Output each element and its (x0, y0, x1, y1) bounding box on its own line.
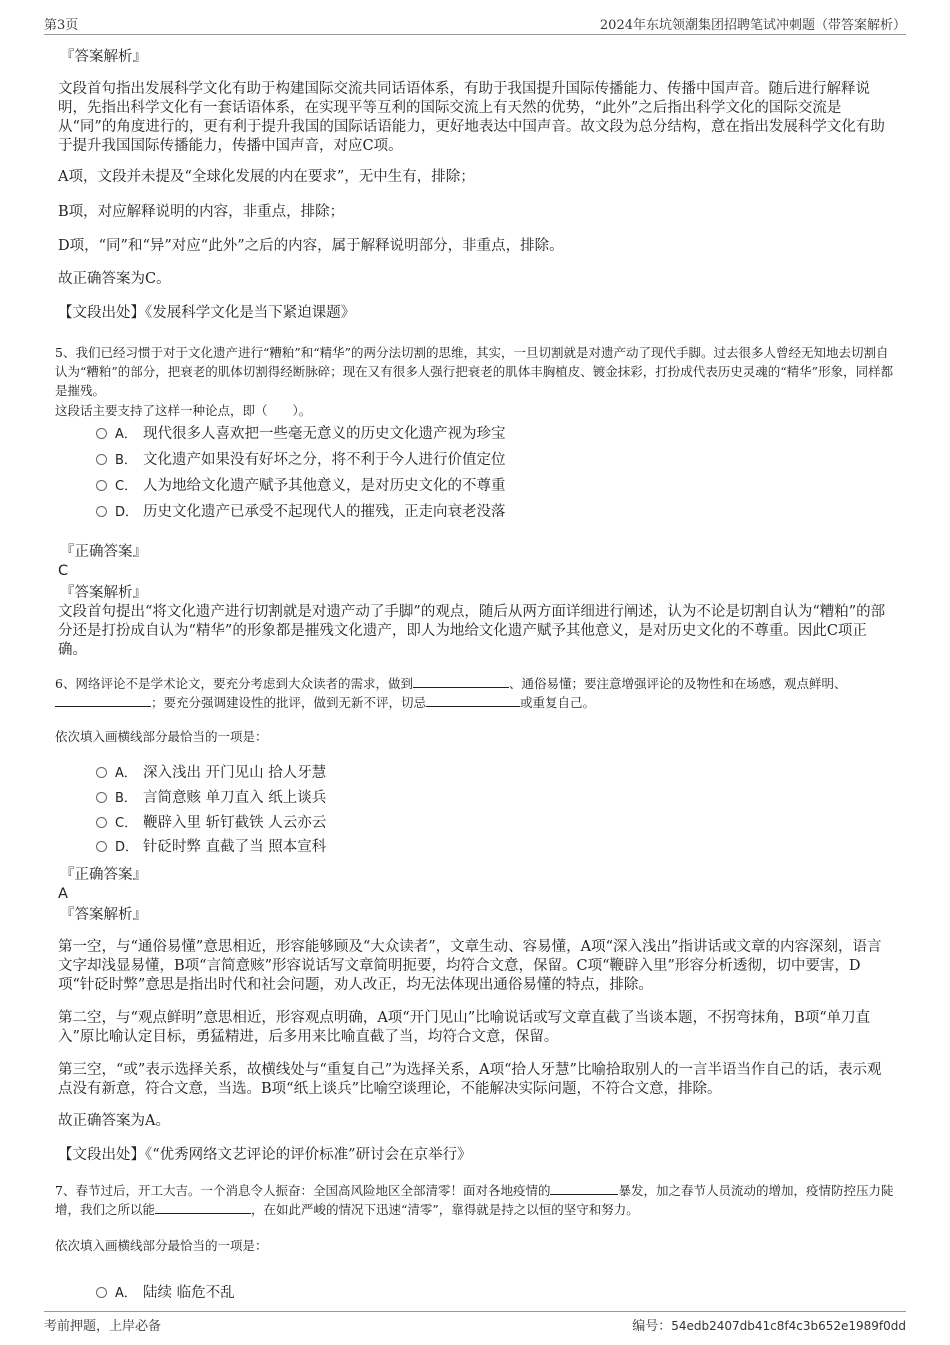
blank-2 (155, 1200, 251, 1214)
radio-icon[interactable] (96, 480, 107, 491)
radio-icon[interactable] (96, 792, 107, 803)
q5-option-d[interactable]: D． 历史文化遗产已承受不起现代人的摧残，正走向衰老没落 (96, 503, 506, 522)
q6-question: 依次填入画横线部分最恰当的一项是： (55, 729, 268, 744)
q5-analysis: 文段首句提出“将文化遗产进行切割就是对遗产动了手脚”的观点，随后从两方面详细进行阐述，认为不论是切割自认为“糟粕”的部分还是打扮成自认为“精华”的形象都是摧残文化遗产，即人为地给文化遗产赋予其他意义，是对历史文化的不尊重。因此C项正确。 (58, 604, 886, 658)
q7-question: 依次填入画横线部分最恰当的一项是： (55, 1238, 268, 1253)
blank-3 (426, 693, 520, 707)
q4-analysis-label: 『答案解析』 (60, 49, 147, 65)
q5-answer: C (58, 563, 69, 579)
page-footer (44, 1311, 906, 1334)
q5-option-a[interactable]: A． 现代很多人喜欢把一些毫无意义的历史文化遗产视为珍宝 (96, 425, 506, 444)
radio-icon[interactable] (96, 454, 107, 465)
q6-analysis-para2: 第二空，与“观点鲜明”意思相近，形容观点明确，A项“开门见山”比喻说话或写文章直截了当谈本题，不拐弯抹角，B项“单刀直入”原比喻认定目标，勇猛精进，后多用来比喻直截了当，均符合文意，保留。 (58, 1010, 871, 1045)
q4-analysis: 文段首句指出发展科学文化有助于构建国际交流共同话语体系，有助于我国提升国际传播能力、传播中国声音。随后进行解释说明，先指出科学文化有一套话语体系，在实现平等互利的国际交流上有天然的优势，“此外”之后指出科学文化的国际交流是从“同”的角度进行的，更有利于提升我国的国际话语能力，更好地表达中国声音。故文段为总分结构，意在指出发展科学文化有助于提升我国国际传播能力，传播中国声音，对应C项。 (58, 81, 885, 154)
q6-analysis-para1: 第一空，与“通俗易懂”意思相近，形容能够顾及“大众读者”，文章生动、容易懂，A项“深入浅出”指讲话或文章的内容深刻，语言文字却浅显易懂，B项“言简意赅”形容说话写文章简明扼要，均符合文意，保留。C项“鞭辟入里”形容分析透彻，切中要害，D项“针砭时弊”意思是指出时代和社会问题，劝人改正，均无法体现出通俗易懂的特点，排除。 (58, 939, 882, 993)
footer-slogan: 考前押题，上岸必备 (44, 1319, 162, 1334)
q4-a-note: A项，文段并未提及“全球化发展的内在要求”，无中生有，排除； (58, 169, 475, 185)
blank-1 (550, 1181, 618, 1195)
q6-option-b[interactable]: B． 言简意赅 单刀直入 纸上谈兵 (96, 789, 326, 808)
q5-option-b[interactable]: B． 文化遗产如果没有好坏之分，将不利于今人进行价值定位 (96, 451, 506, 470)
radio-icon[interactable] (96, 506, 107, 517)
q5-analysis-label: 『答案解析』 (60, 585, 147, 601)
page-header (44, 12, 906, 35)
radio-icon[interactable] (96, 841, 107, 852)
radio-icon[interactable] (96, 428, 107, 439)
document-code: 编号：54edb2407db41c8f4c3b652e1989f0dd (632, 1319, 906, 1334)
q5-question: 这段话主要支持了这样一种论点，即（ ）。 (55, 403, 312, 418)
q6-option-d[interactable]: D． 针砭时弊 直截了当 照本宣科 (96, 838, 326, 857)
q5-option-c[interactable]: C． 人为地给文化遗产赋予其他意义，是对历史文化的不尊重 (96, 477, 506, 496)
radio-icon[interactable] (96, 767, 107, 778)
q6-analysis-label: 『答案解析』 (60, 907, 147, 923)
q6-option-c[interactable]: C． 鞭辟入里 斩钉截铁 人云亦云 (96, 814, 326, 833)
q7-stem: 7、春节过后，开工大吉。一个消息令人振奋：全国高风险地区全部清零！面对各地疫情的 暴发，加之春节人员流动的增加，疫情防控压力陡增，我们之所以能 ，在如此严峻的情况下迅速“清零”，靠得就是持之以恒的坚守和努力。 (55, 1183, 894, 1217)
q5-stem: 5、我们已经习惯于对于文化遗产进行“糟粕”和“精华”的两分法切割的思维，其实，一旦切割就是对遗产动了现代手脚。过去很多人曾经无知地去切割自认为“糟粕”的部分，把衰老的肌体切割得经断脉碎；现在又有很多人强行把衰老的肌体丰胸植皮、镀金抹彩，打扮成代表历史灵魂的“精华”形象，同样都是摧残。 (55, 345, 894, 398)
q4-source: 【文段出处】《发展科学文化是当下紧迫课题》 (58, 305, 356, 321)
q6-answer-label: 『正确答案』 (60, 867, 147, 883)
blank-2 (55, 693, 151, 707)
q6-stem: 6、网络评论不是学术论文，要充分考虑到大众读者的需求，做到 、通俗易懂；要注意增强评论的及物性和在场感，观点鲜明、；要充分强调建设性的批评，做到无新不评，切忌 或重复自己。 (55, 676, 847, 710)
q5-answer-label: 『正确答案』 (60, 544, 147, 560)
q6-option-a[interactable]: A． 深入浅出 开门见山 拾人牙慧 (96, 764, 326, 783)
q6-analysis-para3: 第三空，“或”表示选择关系，故横线处与“重复自己”为选择关系，A项“拾人牙慧”比喻拾取别人的一言半语当作自己的话，表示观点没有新意，符合文意，当选。B项“纸上谈兵”比喻空谈理论，不能解决实际问题，不符合文意，排除。 (58, 1062, 882, 1097)
page-number: 第3页 (44, 18, 79, 33)
radio-icon[interactable] (96, 1287, 107, 1298)
q7-option-a[interactable]: A． 陆续 临危不乱 (96, 1284, 235, 1303)
q4-conclusion: 故正确答案为C。 (58, 271, 171, 287)
document-title: 2024年东坑领潮集团招聘笔试冲刺题（带答案解析） (599, 18, 906, 33)
q6-source: 【文段出处】《“优秀网络文艺评论的评价标准”研讨会在京举行》 (58, 1147, 472, 1163)
q4-d-note: D项，“同”和“异”对应“此外”之后的内容，属于解释说明部分，非重点，排除。 (58, 238, 564, 254)
q6-answer: A (58, 886, 68, 902)
q6-conclusion: 故正确答案为A。 (58, 1113, 170, 1129)
blank-1 (413, 674, 509, 688)
radio-icon[interactable] (96, 817, 107, 828)
q4-b-note: B项，对应解释说明的内容，非重点，排除； (58, 204, 345, 220)
